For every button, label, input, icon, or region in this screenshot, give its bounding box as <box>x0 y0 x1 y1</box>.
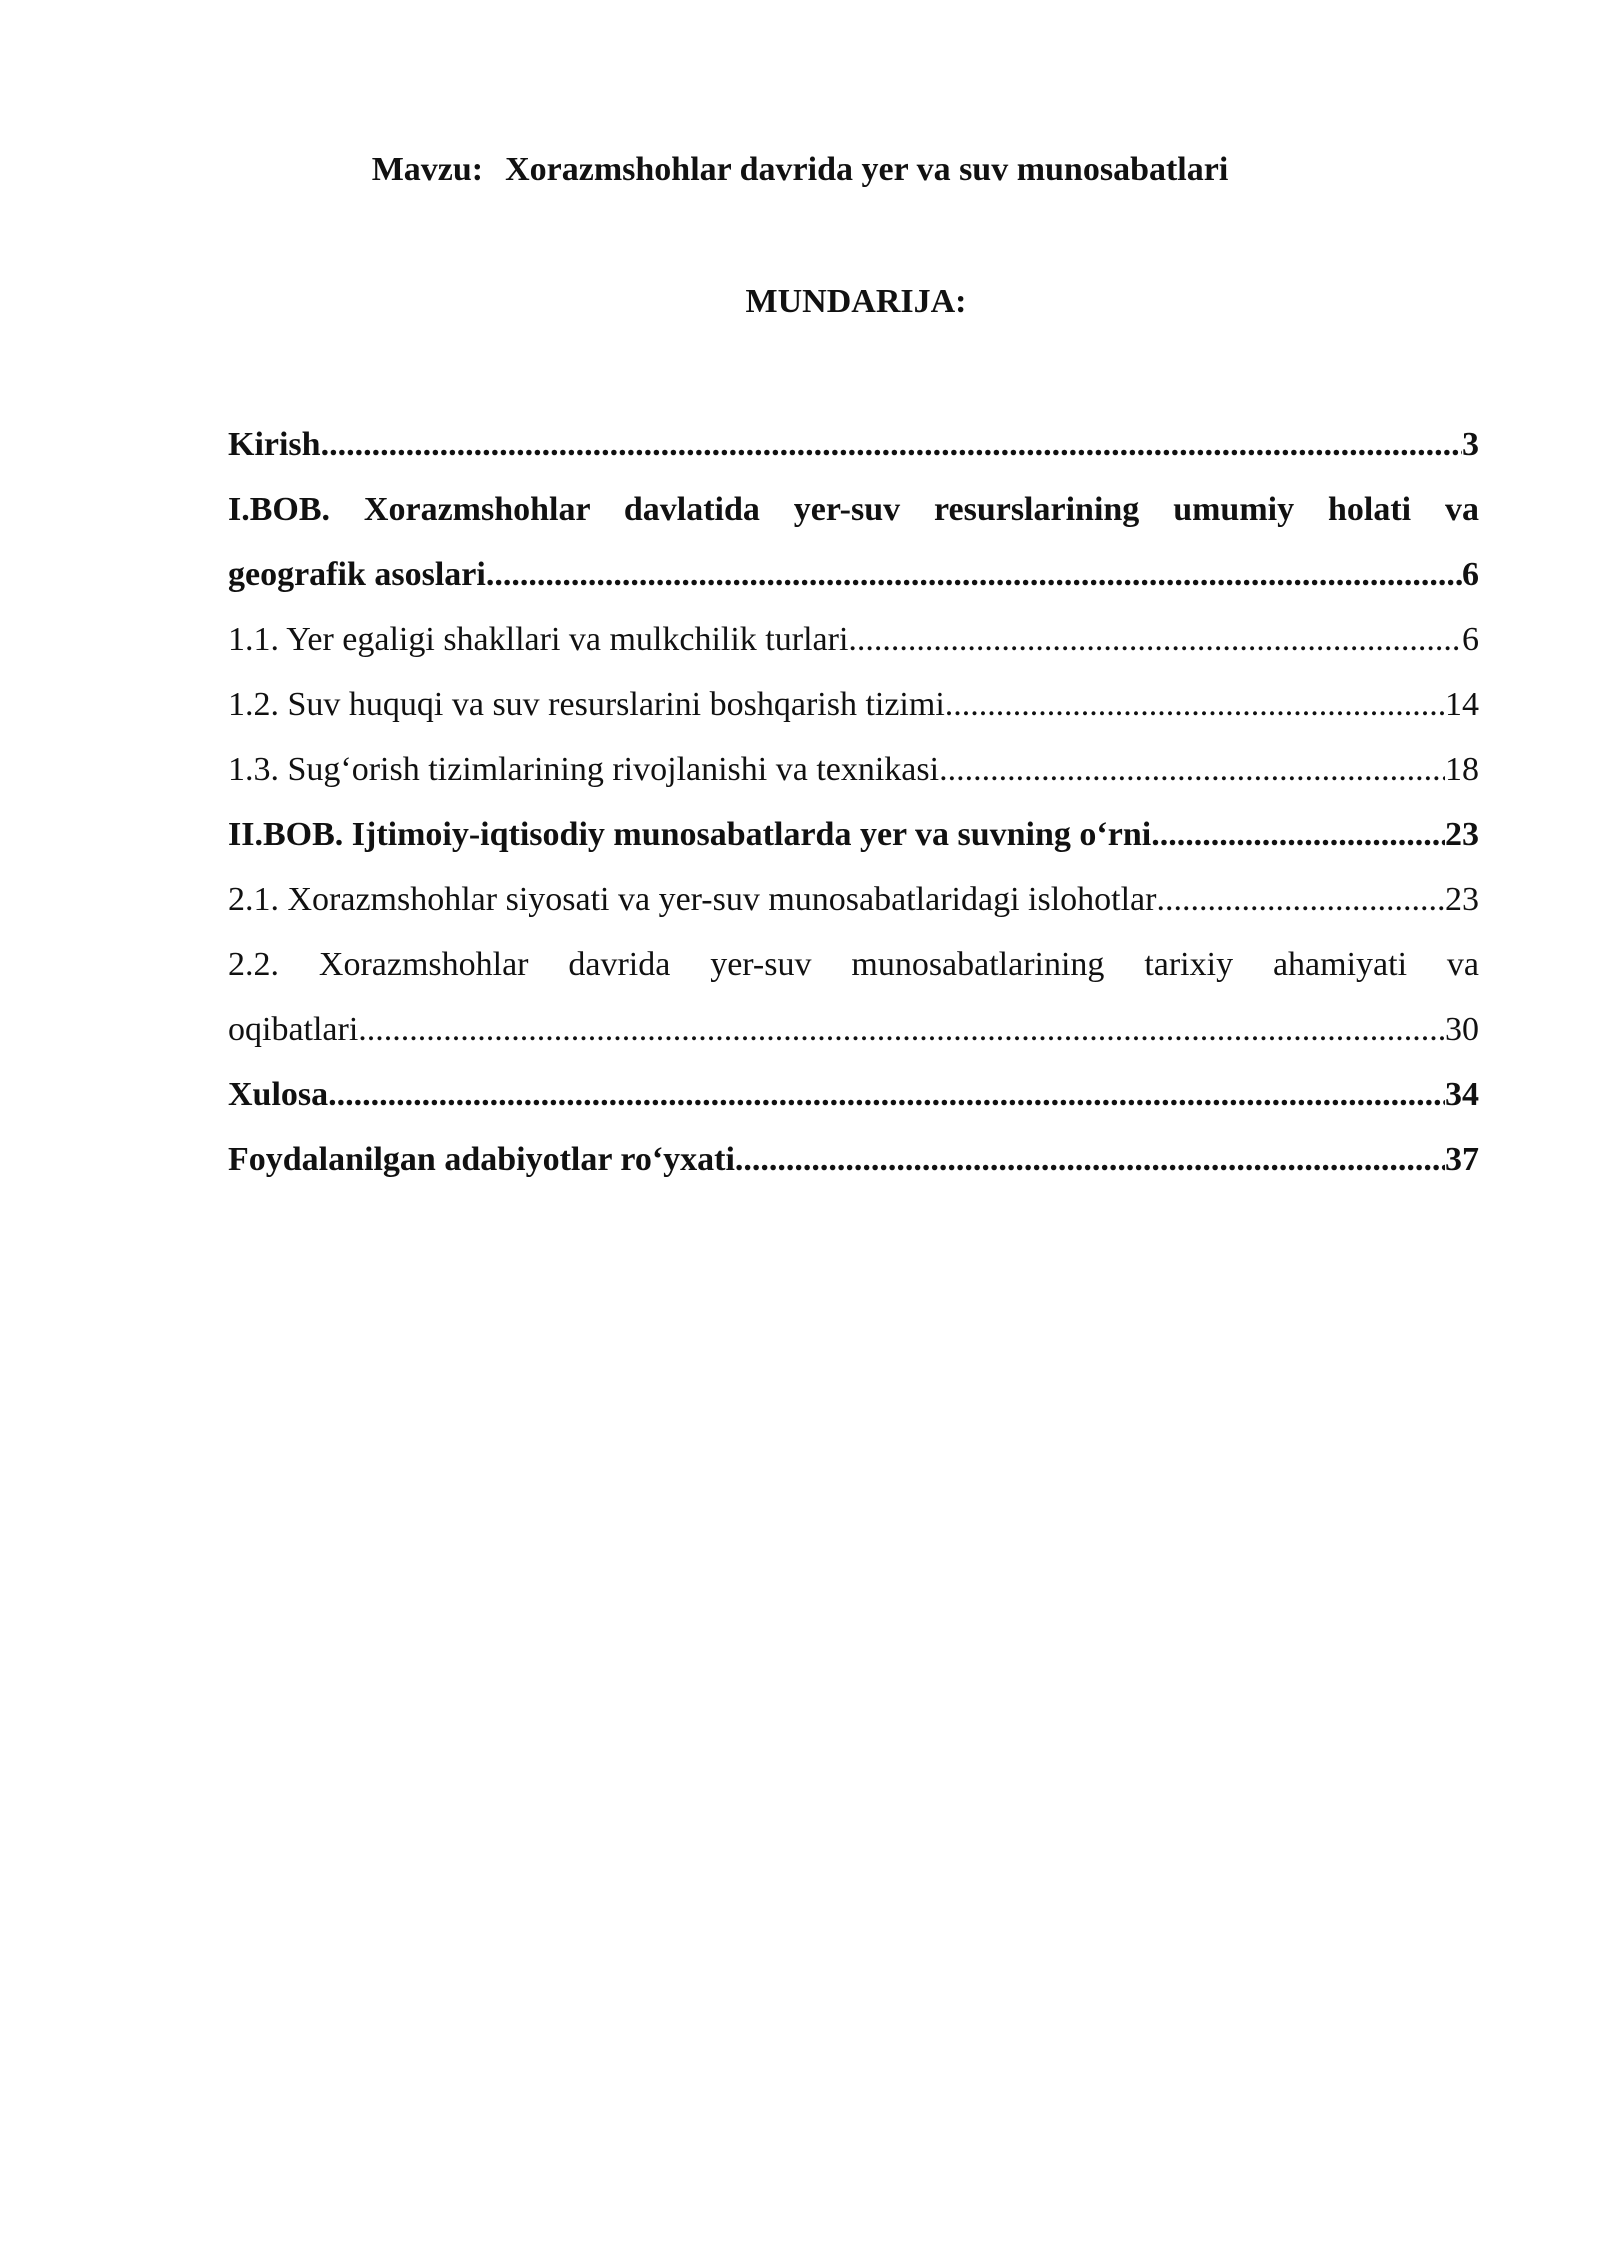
toc-leader-dots <box>945 672 1445 737</box>
toc-entry-title: Xulosa <box>228 1076 329 1113</box>
toc-entry-page: 3 <box>1462 426 1479 463</box>
toc-entry-page: 23 <box>1445 881 1479 918</box>
toc-entry-chapter-1[interactable] <box>228 477 1479 607</box>
toc-leader-dots <box>321 412 1462 477</box>
toc-entry-1-3[interactable] <box>228 737 1479 802</box>
toc-entry-title: 1.3. Sug‘orish tizimlarining rivojlanishi va texnikasi <box>228 751 940 788</box>
toc-entry-page: 34 <box>1445 1076 1479 1113</box>
toc-entry-1-2[interactable] <box>228 672 1479 737</box>
toc-entry-title: 1.2. Suv huquqi va suv resurslarini boshqarish tizimi <box>228 686 945 723</box>
toc-leader-dots <box>1151 802 1445 867</box>
toc-leader-dots <box>848 607 1462 672</box>
toc-entry-1-1[interactable] <box>228 607 1479 672</box>
toc-entry-bibliography[interactable] <box>228 1127 1479 1192</box>
topic-title: Xorazmshohlar davrida yer va suv munosabatlari <box>505 151 1229 188</box>
toc-entry-2-1[interactable] <box>228 867 1479 932</box>
toc-entry-title-continued: oqibatlari <box>228 1011 359 1048</box>
toc-entry-2-2[interactable] <box>228 932 1479 1062</box>
toc-entry-page: 18 <box>1445 751 1479 788</box>
toc-leader-dots <box>486 542 1462 607</box>
toc-entry-xulosa[interactable] <box>228 1062 1479 1127</box>
toc-entry-title: II.BOB. Ijtimoiy-iqtisodiy munosabatlarda yer va suvning o‘rni <box>228 816 1152 853</box>
toc-entry-page: 14 <box>1445 686 1479 723</box>
toc-heading: MUNDARIJA: <box>745 283 967 320</box>
toc-entry-page: 6 <box>1462 621 1479 658</box>
toc-entry-page: 23 <box>1445 816 1479 853</box>
topic-label: Mavzu: <box>371 151 484 188</box>
toc-entry-page: 6 <box>1462 556 1479 593</box>
toc-entry-title: I.BOB. Xorazmshohlar davlatida yer-suv resurslarining umumiy holati va <box>228 491 1479 528</box>
toc-entry-title-continued: geografik asoslari <box>228 556 486 593</box>
toc-entry-title: Foydalanilgan adabiyotlar ro‘yxati <box>228 1141 735 1178</box>
toc-entry-chapter-2[interactable] <box>228 802 1479 867</box>
toc-entry-title: 1.1. Yer egaligi shakllari va mulkchilik turlari <box>228 621 849 658</box>
toc-entry-title: 2.2. Xorazmshohlar davrida yer-suv munosabatlarining tarixiy ahamiyati va <box>228 946 1479 983</box>
toc-leader-dots <box>939 737 1445 802</box>
toc-leader-dots <box>735 1127 1445 1192</box>
document-topic <box>0 150 1600 191</box>
table-of-contents <box>228 412 1479 1192</box>
toc-leader-dots <box>328 1062 1445 1127</box>
toc-entry-kirish[interactable] <box>228 412 1479 477</box>
toc-entry-title: Kirish <box>228 426 321 463</box>
toc-entry-page: 37 <box>1445 1141 1479 1178</box>
toc-entry-title: 2.1. Xorazmshohlar siyosati va yer-suv munosabatlaridagi islohotlar <box>228 881 1157 918</box>
toc-leader-dots <box>1156 867 1445 932</box>
toc-leader-dots <box>358 997 1445 1062</box>
toc-entry-page: 30 <box>1445 1011 1479 1048</box>
